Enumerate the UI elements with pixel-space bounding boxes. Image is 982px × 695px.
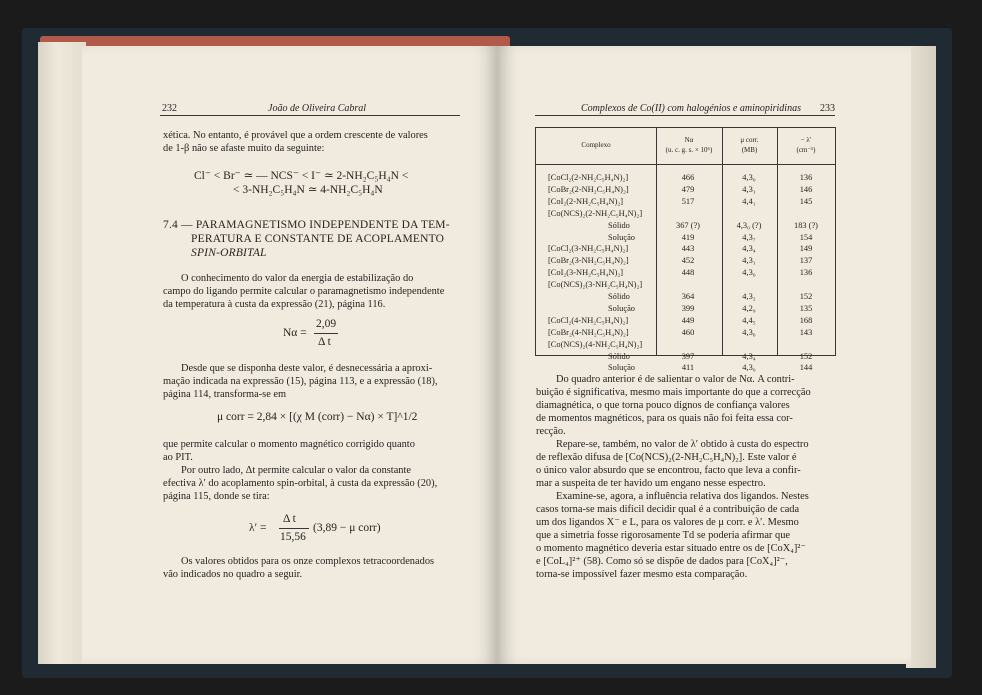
right-p3-line-4: que a simetria fosse rigorosamente Td se poderia afirmar que (536, 530, 790, 541)
table-cell-complex: [Co(NCS)₂(4-NH₂C₅H₄N)₂] (548, 339, 643, 349)
table-row (536, 279, 835, 291)
equation-3-numerator: Δ t (283, 513, 296, 525)
table-cell-n-alpha: 452 (681, 256, 695, 266)
table-cell-n-alpha: 419 (681, 232, 695, 242)
equation-1-fraction-bar (314, 333, 338, 334)
table-cell-complex: Solução (608, 232, 635, 242)
table-cell-mu-corr: 4,2₉ (742, 303, 756, 313)
right-p3-line-3: um dos ligandos X⁻ e L, para os valores de μ corr. e λ′. Mesmo (536, 517, 799, 528)
table-cell-lambda: 145 (799, 196, 813, 206)
table-cell-n-alpha: 397 (681, 351, 695, 361)
left-running-header: João de Oliveira Cabral (268, 103, 367, 114)
table-row (536, 255, 835, 267)
left-para3-line-1: que permite calcular o momento magnético corrigido quanto (163, 439, 415, 450)
right-p3-line-2: casos torna-se mais difícil decidir qual é a contribuição de cada (536, 504, 800, 515)
left-intro-line-1: xética. No entanto, é provável que a ordem crescente de valores (163, 130, 428, 141)
table-header-lambda: − λ′ (800, 136, 812, 144)
table-row (536, 220, 835, 232)
table-cell-complex: [Co(NCS)₂(3-NH₂C₅H₄N)₂] (548, 280, 643, 290)
right-p1-line-4: de momentos magnéticos, para os quais não foi feita essa cor- (536, 413, 793, 424)
table-cell-mu-corr: 4,4₁ (742, 196, 756, 206)
equation-1-lhs: Nα = (283, 327, 307, 339)
left-page-number: 232 (162, 103, 177, 114)
table-cell-n-alpha: 364 (681, 292, 695, 301)
left-para2-line-1: Desde que se disponha deste valor, é desnecessária a aproxi- (181, 363, 433, 374)
right-running-header: Complexos de Co(II) com halogénios e aminopiridinas (581, 103, 801, 114)
table-cell-n-alpha: 517 (681, 196, 695, 206)
table-cell-lambda: 149 (799, 244, 813, 254)
table-row (536, 196, 835, 208)
table-cell-lambda: 144 (799, 363, 813, 373)
table-cell-mu-corr: 4,3₀ (742, 268, 756, 278)
table-cell-n-alpha: 449 (681, 315, 695, 325)
table-cell-lambda: 183 (?) (794, 220, 818, 230)
left-para4-line-1: Por outro lado, Δt permite calcular o valor da constante (181, 465, 412, 476)
table-cell-mu-corr: 4,3₁ (742, 184, 756, 194)
right-page-number: 233 (820, 103, 835, 114)
right-p3-line-1: Examine-se, agora, a influência relativa dos ligandos. Nestes (556, 491, 809, 502)
right-p1-line-3: diamagnética, o que torna pouco dignos de confiança valores (536, 400, 790, 411)
right-p2-line-3: o único valor absurdo que se encontrou, facto que leva a confir- (536, 465, 801, 476)
left-para5-line-2: vão indicados no quadro a seguir. (163, 569, 303, 580)
table-row (536, 232, 835, 244)
left-para3-line-2: ao PIT. (163, 452, 193, 463)
left-header-rule (160, 115, 460, 116)
table-cell-n-alpha: 479 (681, 184, 695, 194)
table-row (536, 243, 835, 255)
table-row (536, 208, 835, 220)
table-cell-n-alpha: 411 (681, 363, 695, 373)
left-para1-line-2: campo do ligando permite calcular o paramagnetismo independente (163, 286, 445, 297)
table-cell-complex: Solução (608, 303, 635, 313)
left-intro-line-2: de 1-β não se afaste muito da seguinte: (163, 143, 325, 154)
section-heading-line-1: 7.4 — PARAMAGNETISMO INDEPENDENTE DA TEM- (163, 219, 450, 231)
table-cell-mu-corr: 4,3₁ (742, 256, 756, 266)
table-cell-mu-corr: 4,3₀ (?) (736, 220, 762, 230)
table-cell-mu-corr: 4,3₄ (742, 244, 756, 254)
table-cell-n-alpha: 460 (681, 327, 695, 337)
table-cell-complex: [Co(NCS)₂(2-NH₂C₅H₄N)₂] (548, 208, 643, 218)
section-heading-line-2: PERATURA E CONSTANTE DE ACOPLAMENTO (191, 233, 445, 245)
right-p3-line-6: e [CoL₄]²⁺ (58). Como só se dispõe de dados para [CoX₄]²⁻, (536, 556, 788, 567)
table-cell-lambda: 168 (799, 315, 813, 325)
table-cell-complex: Sólido (608, 351, 630, 361)
table-cell-mu-corr: 4,4₅ (742, 315, 756, 325)
table-header-mu: μ corr. (740, 136, 759, 144)
table-cell-n-alpha: 466 (681, 173, 695, 182)
table-cell-mu-corr: 4,3₂ (742, 292, 756, 301)
table-cell-lambda: 136 (799, 268, 813, 278)
left-para1-line-3: da temperatura à custa da expressão (21), página 116. (163, 299, 386, 310)
left-para1-line-1: O conhecimento do valor da energia de estabilização do (181, 273, 414, 284)
table-cell-complex: Solução (608, 363, 635, 373)
table-header-lambda-unit: (cm⁻¹) (796, 146, 816, 154)
table-cell-n-alpha: 443 (681, 244, 695, 254)
right-p1-line-1: Do quadro anterior é de salientar o valor de Nα. A contri- (556, 374, 795, 385)
left-para4-line-2: efectiva λ′ do acoplamento spin-orbital, à custa da expressão (20), (163, 478, 438, 489)
table-cell-n-alpha: 367 (?) (676, 220, 700, 230)
equation-2: μ corr = 2,84 × [(χ M (corr) − Nα) × T]^1/2 (217, 411, 418, 423)
table-row (536, 267, 835, 279)
table-row (536, 291, 835, 303)
table-cell-lambda: 135 (799, 303, 813, 313)
table-row (536, 315, 835, 327)
table-row (536, 303, 835, 315)
table-cell-complex: [CoCl₂(4-NH₂C₅H₄N)₂] (548, 315, 629, 325)
table-cell-complex: [CoBr₂(3-NH₂C₅H₄N)₂] (548, 256, 629, 266)
left-para4-line-3: página 115, donde se tira: (163, 491, 270, 502)
table-cell-complex: [CoCl₂(2-NH₂C₅H₄N)₂] (548, 173, 629, 182)
table-cell-mu-corr: 4,3₆ (742, 327, 756, 337)
data-table (535, 127, 836, 373)
right-p2-line-4: mar a suspeita de ter havido um engano nesse espectro. (536, 478, 766, 489)
table-row (536, 327, 835, 339)
left-para5-line-1: Os valores obtidos para os onze complexos tetracoordenados (181, 556, 435, 567)
table-header-complex: Complexo (581, 141, 611, 149)
table-row (536, 172, 835, 184)
right-p3-line-7: torna-se impossível fazer mesmo esta comparação. (536, 569, 748, 580)
table-header-n-alpha: Nα (684, 136, 694, 144)
right-p2-line-2: de reflexão difusa de [Co(NCS)₂(2-NH₂C₅H₄N)₂]. Este valor é (536, 452, 797, 463)
table-cell-mu-corr: 4,3₄ (742, 351, 756, 361)
table-cell-lambda: 146 (799, 184, 813, 194)
table-cell-complex: [CoI₂(2-NH₂C₅H₄N)₂] (548, 196, 624, 206)
table-cell-mu-corr: 4,3₇ (742, 232, 756, 242)
equation-1-numerator: 2,09 (316, 318, 337, 330)
table-cell-complex: [CoBr₂(2-NH₂C₅H₄N)₂] (548, 184, 629, 194)
table-cell-mu-corr: 4,3₀ (742, 363, 756, 373)
right-header-rule (535, 115, 835, 116)
table-cell-lambda: 136 (799, 173, 813, 182)
right-p2-line-1: Repare-se, também, no valor de λ′ obtido à custa do espectro (556, 439, 809, 450)
equation-3-denominator: 15,56 (280, 531, 306, 543)
equation-3-lhs: λ′ = (249, 522, 267, 534)
equation-3-rhs: (3,89 − μ corr) (313, 522, 381, 534)
right-p1-line-5: recção. (536, 426, 566, 437)
table-cell-n-alpha: 448 (681, 268, 695, 278)
equation-1-denominator: Δ t (318, 336, 331, 348)
table-cell-mu-corr: 4,3₀ (742, 173, 756, 182)
table-cell-lambda: 152 (799, 292, 813, 301)
table-cell-complex: Sólido (608, 220, 630, 230)
table-cell-lambda: 137 (799, 256, 813, 266)
table-header-mu-unit: (MB) (741, 146, 758, 154)
section-heading-line-3: SPIN-ORBITAL (191, 247, 267, 259)
table-cell-complex: [CoBr₂(4-NH₂C₅H₄N)₂] (548, 327, 629, 337)
equation-3-fraction-bar (279, 528, 309, 529)
table-header-n-alpha-unit: (u. c. g. s. × 10⁶) (665, 146, 713, 154)
left-para2-line-3: página 114, transforma-se em (163, 389, 287, 400)
table-cell-lambda: 154 (799, 232, 813, 242)
table-cell-complex: Sólido (608, 292, 630, 301)
table-row (536, 184, 835, 196)
left-para2-line-2: mação indicada na expressão (15), página 113, e a expressão (18), (163, 376, 438, 387)
table-cell-n-alpha: 399 (681, 303, 695, 313)
ligand-series-line-1: Cl⁻ < Br⁻ ≃ — NCS⁻ < I⁻ ≃ 2-NH₂C₅H₄N < (194, 170, 409, 182)
table-row (536, 339, 835, 351)
page-edges-left (38, 42, 86, 664)
table-cell-lambda: 152 (799, 351, 813, 361)
table-row (536, 351, 835, 363)
ligand-series-line-2: < 3-NH₂C₅H₄N ≃ 4-NH₂C₅H₄N (233, 184, 383, 196)
right-p3-line-5: o momento magnético deveria estar situado entre os de [CoX₄]²⁻ (536, 543, 806, 554)
table-cell-complex: [CoCl₂(3-NH₂C₅H₄N)₂] (548, 244, 629, 254)
right-p1-line-2: buição é significativa, mesmo mais importante do que a correcção (536, 387, 811, 398)
table-cell-complex: [CoI₂(3-NH₂C₅H₄N)₂] (548, 268, 624, 278)
table-cell-lambda: 143 (799, 327, 813, 337)
